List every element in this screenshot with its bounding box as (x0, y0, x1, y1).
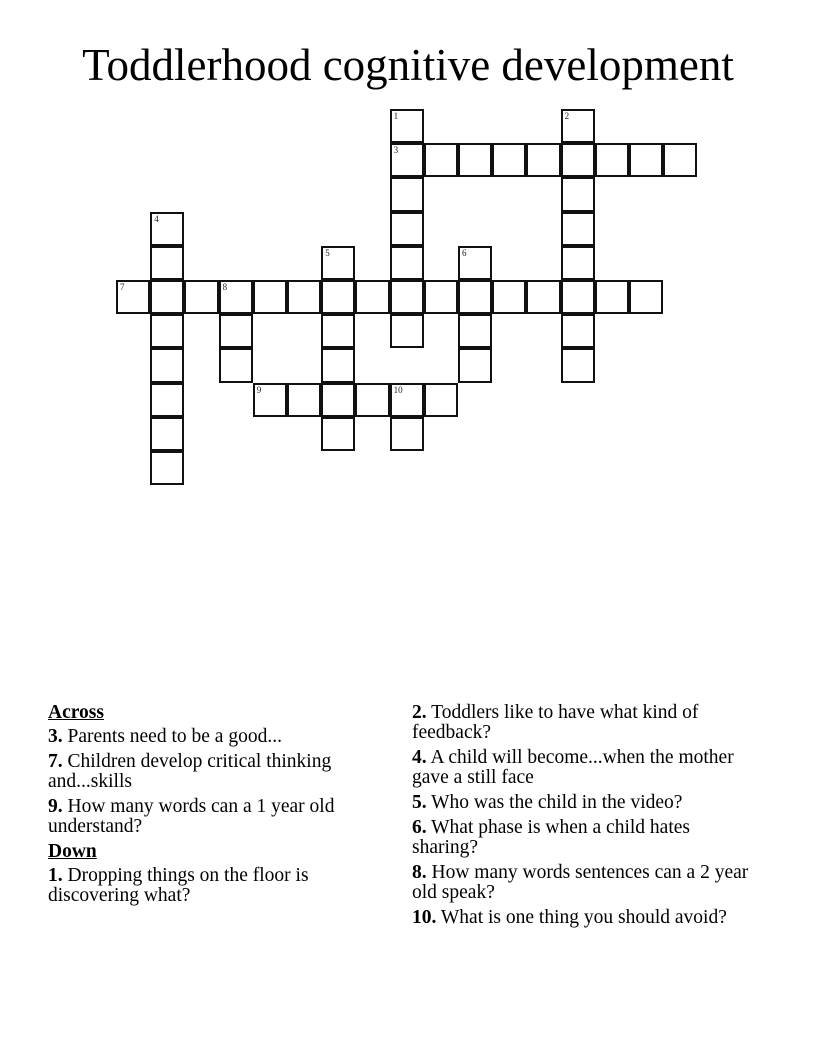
clue-down-8 (412, 863, 757, 903)
grid-cell[interactable] (629, 143, 663, 177)
cell-number: 3 (393, 145, 399, 156)
clue-number: 1. (48, 865, 63, 886)
grid-cell[interactable] (150, 348, 184, 382)
clue-text: Dropping things on the floor is discovering what? (48, 865, 309, 906)
grid-cell[interactable] (424, 280, 458, 314)
clue-text: What is one thing you should avoid? (440, 907, 727, 928)
clue-number: 6. (412, 817, 427, 838)
grid-cell[interactable] (390, 109, 424, 143)
clue-number: 9. (48, 796, 63, 817)
grid-cell[interactable] (150, 246, 184, 280)
grid-cell[interactable] (561, 280, 595, 314)
grid-cell[interactable] (253, 383, 287, 417)
cell-number: 4 (154, 213, 159, 224)
clues-column-left (48, 703, 393, 911)
clue-across-7 (48, 752, 393, 792)
grid-cell[interactable] (561, 314, 595, 348)
clue-down-2 (412, 703, 757, 743)
grid-cell[interactable] (150, 417, 184, 451)
grid-cell[interactable] (390, 143, 424, 177)
grid-cell[interactable] (253, 280, 287, 314)
grid-cell[interactable] (219, 314, 253, 348)
grid-cell[interactable] (355, 383, 389, 417)
grid-cell[interactable] (561, 143, 595, 177)
grid-cell[interactable] (150, 314, 184, 348)
grid-cell[interactable] (561, 212, 595, 246)
clue-number: 2. (412, 702, 427, 723)
clue-text: How many words can a 1 year old understand? (48, 796, 335, 837)
clue-across-9 (48, 797, 393, 837)
grid-cell[interactable] (321, 246, 355, 280)
grid-cell[interactable] (287, 280, 321, 314)
grid-cell[interactable] (150, 280, 184, 314)
clue-number: 4. (412, 747, 427, 768)
clue-text: How many words sentences can a 2 year old speak? (412, 862, 749, 903)
clue-number: 7. (48, 751, 63, 772)
clues-column-right (412, 703, 757, 933)
cell-number: 7 (120, 282, 125, 292)
grid-cell[interactable] (355, 280, 389, 314)
grid-cell[interactable] (492, 143, 526, 177)
crossword-grid (117, 110, 717, 510)
clue-number: 5. (412, 792, 427, 813)
grid-cell[interactable] (150, 451, 184, 485)
grid-cell[interactable] (526, 280, 560, 314)
clue-down-4 (412, 748, 757, 788)
across-heading: Across (48, 702, 104, 723)
grid-cell[interactable] (116, 280, 150, 314)
clue-down-10 (412, 908, 757, 928)
clue-text: Toddlers like to have what kind of feedback? (412, 702, 699, 743)
cell-number: 1 (393, 111, 399, 121)
grid-cell[interactable] (458, 314, 492, 348)
down-heading: Down (48, 841, 97, 862)
grid-cell[interactable] (458, 348, 492, 382)
grid-cell[interactable] (390, 314, 424, 348)
grid-cell[interactable] (150, 383, 184, 417)
cell-number: 8 (222, 282, 228, 292)
grid-cell[interactable] (458, 143, 492, 177)
grid-cell[interactable] (492, 280, 526, 314)
clue-down-1 (48, 866, 393, 906)
grid-cell[interactable] (663, 143, 697, 177)
grid-cell[interactable] (390, 280, 424, 314)
grid-cell[interactable] (424, 383, 458, 417)
cell-number: 5 (325, 247, 330, 258)
grid-cell[interactable] (458, 280, 492, 314)
cell-number: 10 (393, 384, 403, 395)
clue-text: A child will become...when the mother gave a still face (412, 747, 734, 788)
grid-cell[interactable] (390, 383, 424, 417)
grid-cell[interactable] (219, 348, 253, 382)
grid-cell[interactable] (595, 280, 629, 314)
grid-cell[interactable] (287, 383, 321, 417)
grid-cell[interactable] (526, 143, 560, 177)
clue-down-5 (412, 793, 757, 813)
clue-across-3 (48, 727, 393, 747)
puzzle-title: Toddlerhood cognitive development (82, 40, 734, 90)
grid-cell[interactable] (390, 177, 424, 211)
grid-cell[interactable] (321, 348, 355, 382)
cell-number: 9 (256, 384, 262, 395)
grid-cell[interactable] (219, 280, 253, 314)
cell-number: 2 (564, 111, 570, 121)
grid-cell[interactable] (458, 246, 492, 280)
grid-cell[interactable] (595, 143, 629, 177)
grid-cell[interactable] (629, 280, 663, 314)
grid-cell[interactable] (390, 246, 424, 280)
clue-text: Who was the child in the video? (431, 792, 683, 813)
grid-cell[interactable] (390, 212, 424, 246)
clue-text: Parents need to be a good... (67, 726, 282, 747)
clue-down-6 (412, 818, 757, 858)
clue-text: What phase is when a child hates sharing? (412, 817, 690, 858)
grid-cell[interactable] (390, 417, 424, 451)
grid-cell[interactable] (321, 280, 355, 314)
grid-cell[interactable] (184, 280, 218, 314)
grid-cell[interactable] (561, 177, 595, 211)
clue-number: 8. (412, 862, 427, 883)
grid-cell[interactable] (561, 109, 595, 143)
clue-number: 10. (412, 907, 437, 928)
grid-cell[interactable] (150, 212, 184, 246)
grid-cell[interactable] (424, 143, 458, 177)
grid-cell[interactable] (321, 383, 355, 417)
clue-number: 3. (48, 726, 63, 747)
cell-number: 6 (462, 247, 467, 258)
clue-text: Children develop critical thinking and...skills (48, 751, 332, 792)
grid-cell[interactable] (561, 348, 595, 382)
grid-cell[interactable] (321, 314, 355, 348)
grid-cell[interactable] (561, 246, 595, 280)
grid-cell[interactable] (321, 417, 355, 451)
